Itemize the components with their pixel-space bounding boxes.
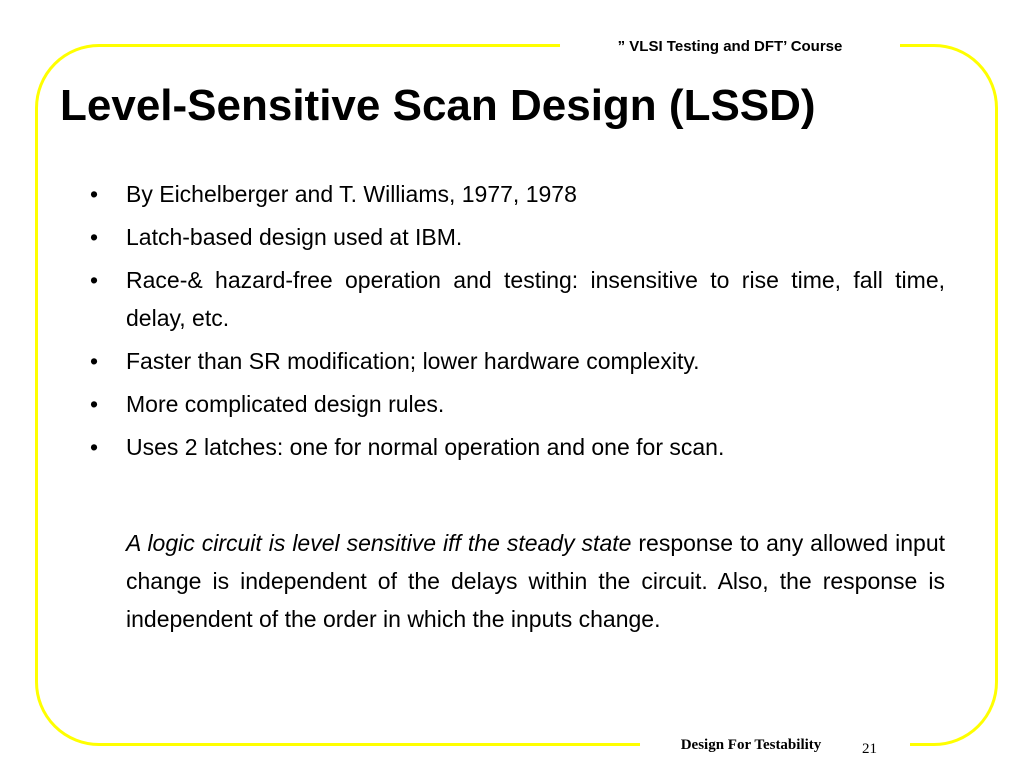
page-number: 21: [862, 741, 877, 757]
bullet-icon: •: [90, 348, 99, 374]
bullet-list: [90, 175, 945, 471]
bullet-text: By Eichelberger and T. Williams, 1977, 1978: [126, 181, 577, 207]
bullet-item: [90, 385, 945, 423]
bullet-item: [90, 261, 945, 337]
bullet-item: [90, 428, 945, 466]
bullet-text: Uses 2 latches: one for normal operation and one for scan.: [126, 434, 725, 460]
definition-rest: response to any allowed input change is independent of the delays within the circuit. Also, the response is independent of the order in which the inputs change.: [126, 530, 946, 632]
course-header: ” VLSI Testing and DFT’ Course: [617, 38, 843, 55]
definition-italic: A logic circuit is level sensitive iff the steady state: [126, 530, 632, 556]
bullet-item: [90, 218, 945, 256]
bullet-item: [90, 342, 945, 380]
bullet-icon: •: [90, 434, 99, 460]
bullet-icon: •: [90, 267, 99, 293]
bullet-text: Race-& hazard-free operation and testing: insensitive to rise time, fall time, delay, etc.: [126, 267, 945, 331]
footer-label: Design For Testability: [680, 737, 822, 753]
slide-title: Level-Sensitive Scan Design (LSSD): [60, 81, 816, 130]
bullet-icon: •: [90, 224, 99, 250]
bullet-text: Faster than SR modification; lower hardware complexity.: [126, 348, 700, 374]
definition-paragraph: [126, 524, 945, 638]
bullet-text: More complicated design rules.: [126, 391, 445, 417]
bullet-icon: •: [90, 181, 99, 207]
bullet-text: Latch-based design used at IBM.: [126, 224, 463, 250]
bullet-icon: •: [90, 391, 99, 417]
bullet-item: [90, 175, 945, 213]
